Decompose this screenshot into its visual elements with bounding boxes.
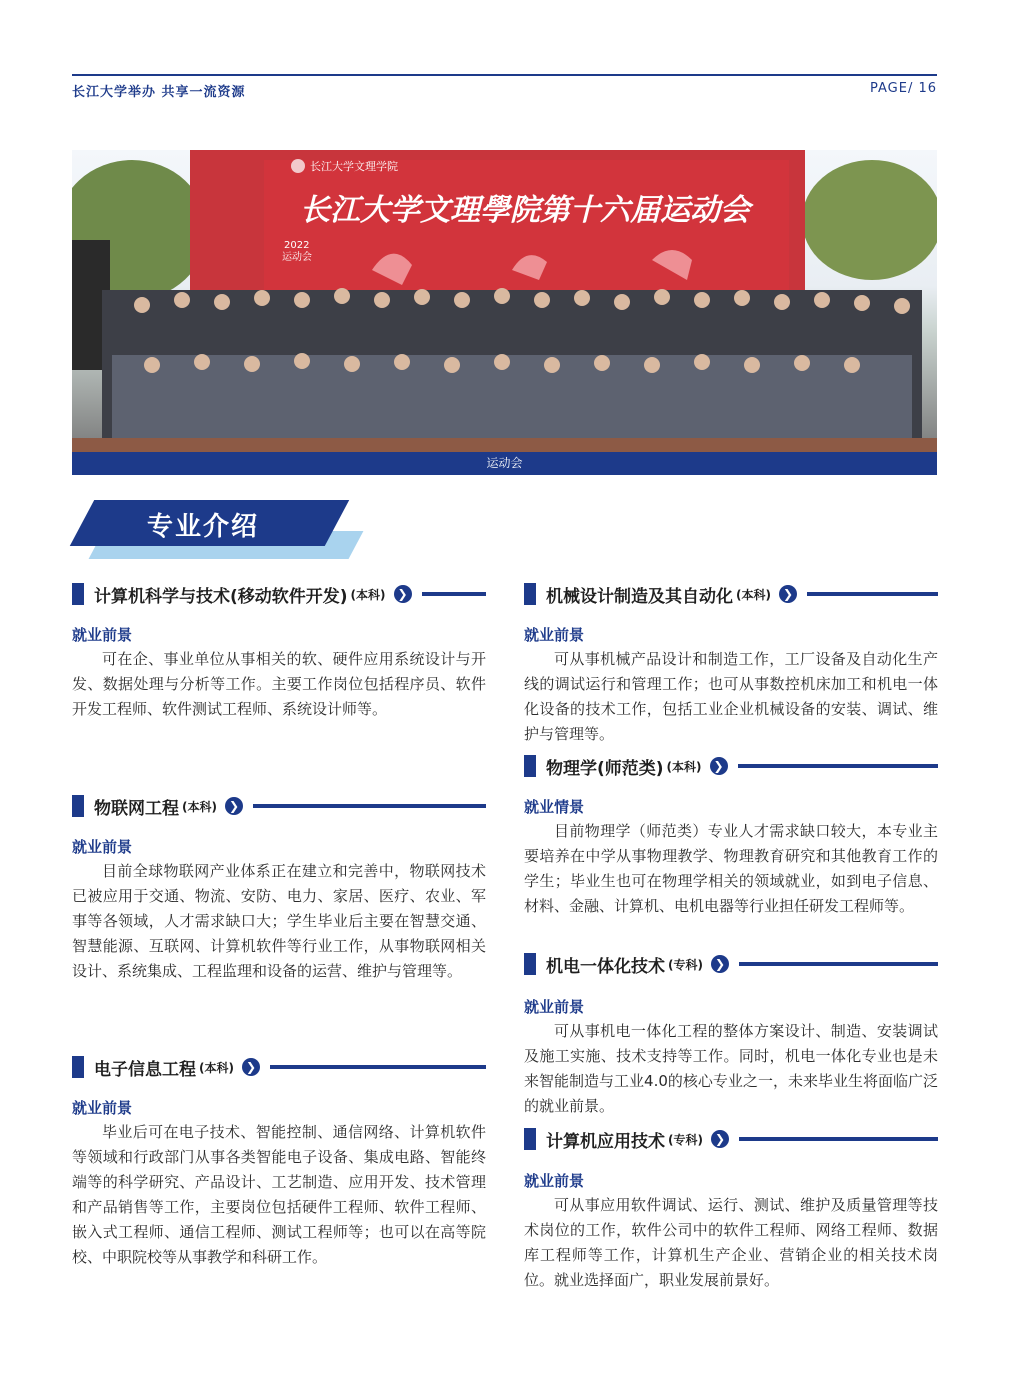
heading-rule [422, 592, 486, 596]
college-logo-icon [291, 159, 305, 173]
major-heading-computer-app [524, 1125, 938, 1153]
major-name: 机电一体化技术 [546, 956, 665, 977]
page-header [72, 74, 937, 100]
major-level: (本科) [736, 587, 771, 602]
major-name: 电子信息工程 [94, 1059, 196, 1080]
chevron-right-icon: ❯ [710, 757, 728, 775]
major-description: 可在企、事业单位从事相关的软、硬件应用系统设计与开发、数据处理与分析等工作。主要工作岗位包括程序员、软件开发工程师、软件测试工程师、系统设计师等。 [72, 650, 486, 718]
major-description: 毕业后可在电子技术、智能控制、通信网络、计算机软件等领域和行政部门从事各类智能电子设备、集成电路、智能终端等的科学研究、产品设计、工艺制造、应用开发、技术管理和产品销售等工作，主要岗位包括硬件工程师、软件工程师、嵌入式工程师、通信工程师、测试工程师等；也可以在高等院校、中职院校等从事教学和科研工作。 [72, 1123, 486, 1266]
chevron-right-icon: ❯ [242, 1058, 260, 1076]
major-level: (本科) [199, 1060, 234, 1075]
chevron-right-icon: ❯ [225, 797, 243, 815]
banner-title: 长江大学文理學院第十六届运动会 [300, 193, 750, 228]
tree-right [802, 160, 937, 280]
stage-banner [264, 160, 789, 310]
major-heading-mech [524, 580, 938, 608]
heading-mark [524, 583, 536, 605]
heading-mark [524, 755, 536, 777]
major-description: 目前全球物联网产业体系正在建立和完善中，物联网技术已被应用于交通、物流、安防、电力、家居、医疗、农业、军事等各领域，人才需求缺口大；学生毕业后主要在智慧交通、智慧能源、互联网、计算机软件等行业工作，从事物联网相关设计、系统集成、工程监理和设备的运营、维护与管理等。 [72, 862, 486, 980]
heading-rule [739, 1137, 938, 1141]
header-slogan: 长江大学举办 共享一流资源 [72, 85, 246, 100]
major-level: (专科) [668, 1132, 703, 1147]
heading-rule [738, 764, 938, 768]
heading-rule [270, 1065, 486, 1069]
section-title-majors [72, 500, 392, 560]
sports-meet-photo [72, 150, 937, 452]
major-heading-iot [72, 792, 486, 820]
prospect-label: 就业前景 [72, 1099, 133, 1117]
front-row [112, 355, 912, 440]
heading-mark [72, 795, 84, 817]
photo-illustration [72, 150, 937, 452]
chevron-right-icon: ❯ [779, 585, 797, 603]
heading-rule [739, 962, 938, 966]
heading-mark [72, 583, 84, 605]
banner-sub: 运动会 [282, 252, 312, 263]
photo-caption: 运动会 [72, 452, 937, 475]
prospect-label: 就业前景 [72, 626, 133, 644]
major-heading-physics [524, 752, 938, 780]
section-title-text: 专业介绍 [147, 512, 260, 542]
major-name: 计算机应用技术 [546, 1131, 665, 1152]
banner-year: 2022 [284, 240, 310, 251]
major-name: 机械设计制造及其自动化 [546, 586, 733, 607]
major-description: 目前物理学（师范类）专业人才需求缺口较大，本专业主要培养在中学从事物理教学、物理教育研究和其他教育工作的学生；毕业生也可在物理学相关的领域就业，如到电子信息、材料、金融、计算机、电机电器等行业担任研发工程师等。 [524, 822, 938, 915]
chevron-right-icon: ❯ [711, 1130, 729, 1148]
major-heading-mechatronics [524, 950, 938, 978]
major-heading-ee [72, 1053, 486, 1081]
heading-rule [253, 804, 486, 808]
prospect-label: 就业情景 [524, 798, 585, 816]
heading-mark [524, 953, 536, 975]
major-description: 可从事机械产品设计和制造工作，工厂设备及自动化生产线的调试运行和管理工作；也可从事数控机床加工和机电一体化设备的技术工作，包括工业企业机械设备的安装、调试、维护与管理等。 [524, 650, 938, 743]
heading-mark [524, 1128, 536, 1150]
prospect-label: 就业前景 [524, 998, 585, 1016]
heading-rule [807, 592, 938, 596]
prospect-label: 就业前景 [524, 1172, 585, 1190]
major-name: 计算机科学与技术(移动软件开发) [94, 586, 348, 607]
major-heading-cs [72, 580, 486, 608]
major-level: (专科) [668, 957, 703, 972]
major-name: 物联网工程 [94, 798, 179, 819]
major-level: (本科) [666, 759, 702, 774]
prospect-label: 就业前景 [524, 626, 585, 644]
running-track [72, 438, 937, 452]
chevron-right-icon: ❯ [711, 955, 729, 973]
major-description: 可从事应用软件调试、运行、测试、维护及质量管理等技术岗位的工作，软件公司中的软件工程师、网络工程师、数据库工程师等工作，计算机生产企业、营销企业的相关技术岗位。就业选择面广，职业发展前景好。 [524, 1196, 938, 1289]
heading-mark [72, 1056, 84, 1078]
major-level: (本科) [182, 799, 217, 814]
prospect-label: 就业前景 [72, 838, 133, 856]
page-number: PAGE/ 16 [869, 81, 937, 96]
banner-logo-text: 长江大学文理学院 [310, 160, 398, 173]
major-level: (本科) [350, 587, 386, 602]
major-name: 物理学(师范类) [546, 758, 664, 779]
major-description: 可从事机电一体化工程的整体方案设计、制造、安装调试及施工实施、技术支持等工作。同时，机电一体化专业也是未来智能制造与工业4.0的核心专业之一，未来毕业生将面临广泛的就业前景。 [524, 1022, 938, 1115]
chevron-right-icon: ❯ [394, 585, 412, 603]
